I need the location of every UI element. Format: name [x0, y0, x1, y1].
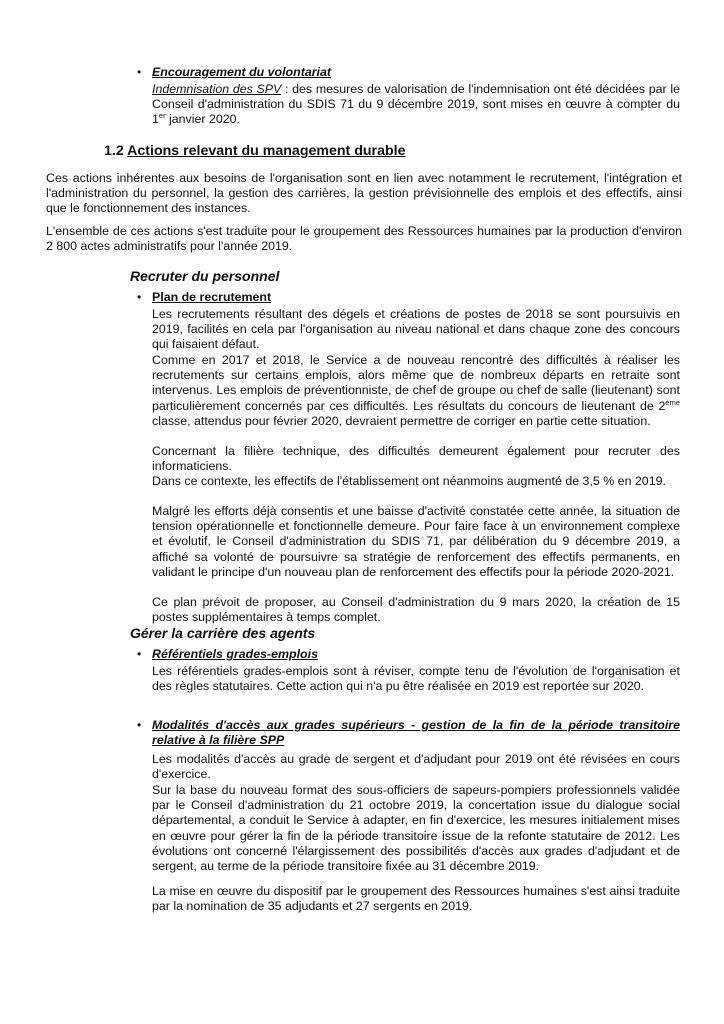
section-heading-1-2 [104, 143, 405, 159]
bullet-title-modalites: Modalités d'accès aux grades supérieurs - gestion de la fin de la période transitoire relative à la filière SPP [152, 718, 680, 748]
paragraph-modalites-1: Les modalités d'accès au grade de sergent et d'adjudant pour 2019 ont été révisées en cours d'exercice. [152, 752, 680, 782]
lead-indemnisation: Indemnisation des SPV [152, 82, 282, 96]
bullet-title-plan-recrutement: Plan de recrutement [152, 290, 272, 304]
paragraph-recruter-4: Dans ce contexte, les effectifs de l'établissement ont néanmoins augmenté de 3,5 % en 2019. [152, 474, 666, 488]
section-number: 1.2 [104, 143, 124, 159]
paragraph-modalites-3: La mise en œuvre du dispositif par le groupement des Ressources humaines s'est ainsi traduite par la nomination de 35 adjudants et 27 sergents en 2019. [152, 884, 680, 914]
bullet-icon: • [137, 718, 142, 732]
paragraph-referentiels: Les référentiels grades-emplois sont à réviser, compte tenu de l'évolution de l'organisation et des règles statutaires. Cette action qui n'a pu être réalisée en 2019 est reportée sur 2020. [152, 664, 680, 694]
subheading-recruter: Recruter du personnel [130, 268, 280, 284]
bullet-icon: • [137, 647, 142, 661]
subheading-carriere: Gérer la carrière des agents [130, 625, 316, 641]
paragraph-volontariat: Indemnisation des SPV : des mesures de valorisation de l'indemnisation ont été décidées par le Conseil d'administration du SDIS 71 du 9 décembre 2019, sont mises en œuvre à compter du 1er janvier 2020. [152, 82, 680, 127]
paragraph-management-2: L'ensemble de ces actions s'est traduite pour le groupement des Ressources humaines par la production d'environ 2 800 actes administratifs pour l'année 2019. [46, 224, 682, 254]
paragraph-management-1: Ces actions inhérentes aux besoins de l'organisation sont en lien avec notamment le recrutement, l'intégration et l'administration du personnel, la gestion des carrières, la gestion prévisionnelle des emplois et des effectifs, ainsi que le fonctionnement des instances. [46, 171, 682, 216]
bullet-icon: • [137, 290, 142, 304]
bullet-icon: • [137, 65, 142, 79]
bullet-title-referentiels: Référentiels grades-emplois [152, 647, 318, 661]
paragraph-modalites-2: Sur la base du nouveau format des sous-officiers de sapeurs-pompiers professionnels validée par le Conseil d'administration du 21 octobre 2019, la concertation issue du dialogue social départemental, a conduit le Service à adapter, en fin d'exercice, les mesures initialement mises en œuvre pour gérer la fin de la période transitoire issue de la refonte statutaire de 2012. Les évolutions ont concerné l'élargissement des possibilités d'accès aux grades d'adjudant et de sergent, au terme de la période transitoire fixée au 31 décembre 2019. [152, 783, 680, 874]
paragraph-recruter-2: Comme en 2017 et 2018, le Service a de nouveau rencontré des difficultés à réaliser les recrutements sur certains emplois, alors même que de nombreux départs en retraite sont intervenus. Les emplois de préventionniste, de chef de groupe ou chef de salle (lieutenant) sont particulièrement concernés par ces difficultés. Les résultats du concours de lieutenant de 2ème classe, attendus pour février 2020, devraient permettre de corriger en partie cette situation. [152, 353, 680, 428]
paragraph-recruter-5: Malgré les efforts déjà consentis et une baisse d'activité constatée cette année, la situation de tension opérationnelle et fonctionnelle demeure. Pour faire face à un environnement complexe et évolutif, le Conseil d'administration du SDIS 71, par délibération du 9 décembre 2019, a affiché sa volonté de poursuivre sa stratégie de renforcement des effectifs permanents, en validant le principe d'un nouveau plan de renforcement des effectifs pour la période 2020-2021. [152, 504, 680, 579]
bullet-title-volontariat: Encouragement du volontariat [152, 65, 331, 79]
paragraph-recruter-3: Concernant la filière technique, des difficultés demeurent également pour recruter des informaticiens. [152, 444, 680, 474]
section-title: Actions relevant du management durable [127, 143, 406, 159]
paragraph-recruter-1: Les recrutements résultant des dégels et créations de postes de 2018 se sont poursuivis en 2019, facilités en cela par l'organisation au niveau national et dans chaque zone des concours qui faisaient défaut. [152, 307, 680, 352]
paragraph-recruter-6: Ce plan prévoit de proposer, au Conseil d'administration du 9 mars 2020, la création de 15 postes supplémentaires à temps complet. [152, 595, 680, 625]
